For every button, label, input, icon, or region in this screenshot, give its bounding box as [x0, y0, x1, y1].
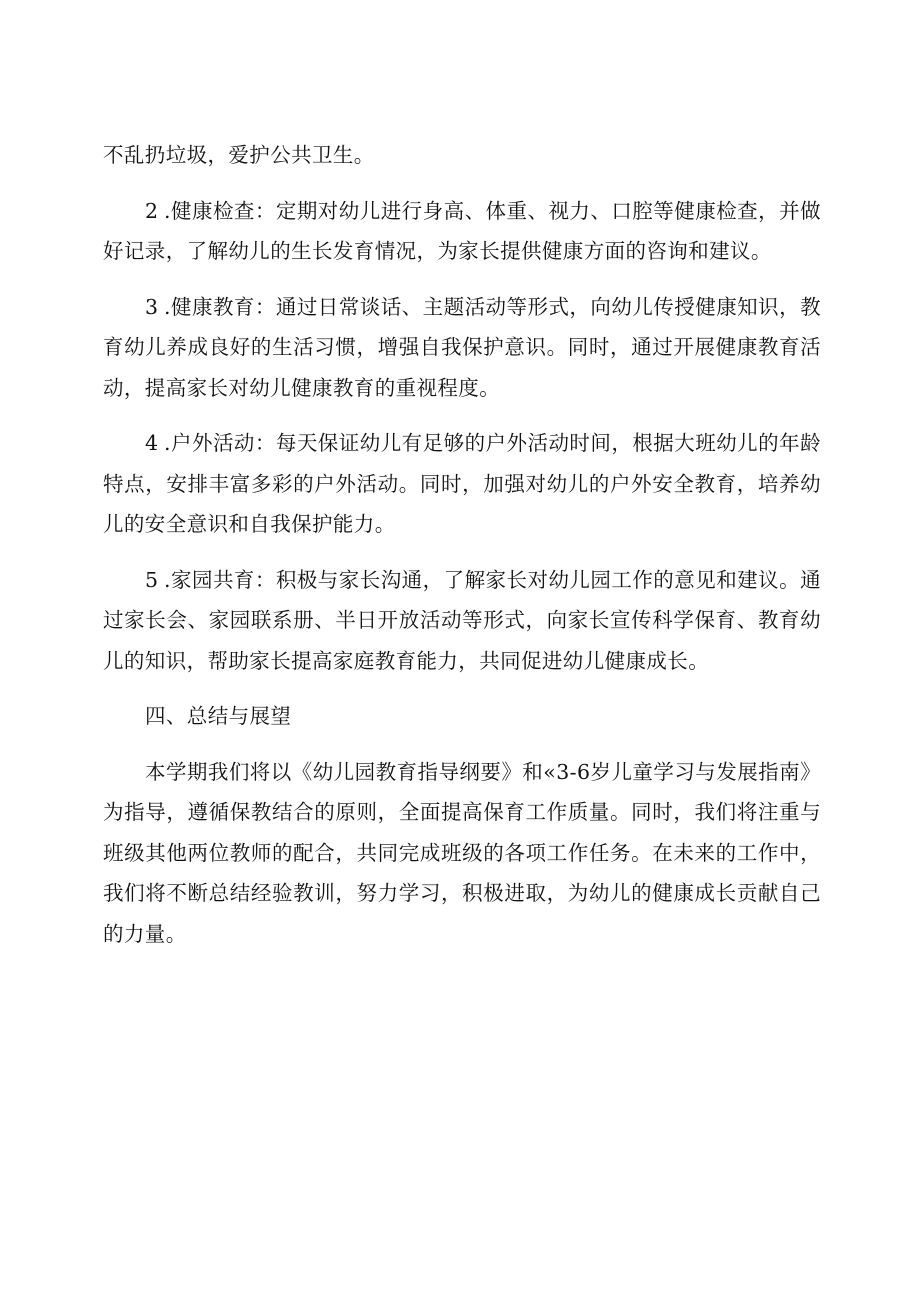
paragraph-text: .户外活动：每天保证幼儿有足够的户外活动时间，根据大班幼儿的年龄特点，安排丰富多彩的户外活动。同时，加强对幼儿的户外安全教育，培养幼儿的安全意识和自我保护能力。 [103, 431, 821, 536]
paragraph-item-5 [103, 560, 821, 682]
paragraph-item-3 [103, 287, 821, 409]
closing-paragraph: 本学期我们将以《幼儿园教育指导纲要》和«3-6岁儿童学习与发展指南》为指导，遵循保教结合的原则，全面提高保育工作质量。同时，我们将注重与班级其他两位教师的配合，共同完成班级的各项工作任务。在未来的工作中，我们将不断总结经验教训，努力学习，积极进取，为幼儿的健康成长贡献自己的力量。 [103, 759, 821, 946]
paragraph-continuation: 不乱扔垃圾，爱护公共卫生。 [103, 143, 375, 167]
item-number: 3 [145, 294, 165, 319]
paragraph-item-2 [103, 191, 821, 272]
section-heading: 四、总结与展望 [145, 704, 292, 728]
item-number: 4 [145, 431, 165, 455]
document-body [103, 135, 821, 969]
item-number: 5 [145, 567, 165, 592]
paragraph-text: .健康检查：定期对幼儿进行身高、体重、视力、口腔等健康检查，并做好记录，了解幼儿的生长发育情况，为家长提供健康方面的咨询和建议。 [103, 198, 821, 263]
paragraph-text: .家园共育：积极与家长沟通，了解家长对幼儿园工作的意见和建议。通过家长会、家园联系册、半日开放活动等形式，向家长宣传科学保育、教育幼儿的知识，帮助家长提高家庭教育能力，共同促进幼儿健康成长。 [103, 567, 821, 673]
paragraph-text: .健康教育：通过日常谈话、主题活动等形式，向幼儿传授健康知识，教育幼儿养成良好的生活习惯，增强自我保护意识。同时，通过开展健康教育活动，提高家长对幼儿健康教育的重视程度。 [103, 294, 821, 400]
item-number: 2 [145, 198, 165, 223]
paragraph-item-4 [103, 423, 821, 545]
